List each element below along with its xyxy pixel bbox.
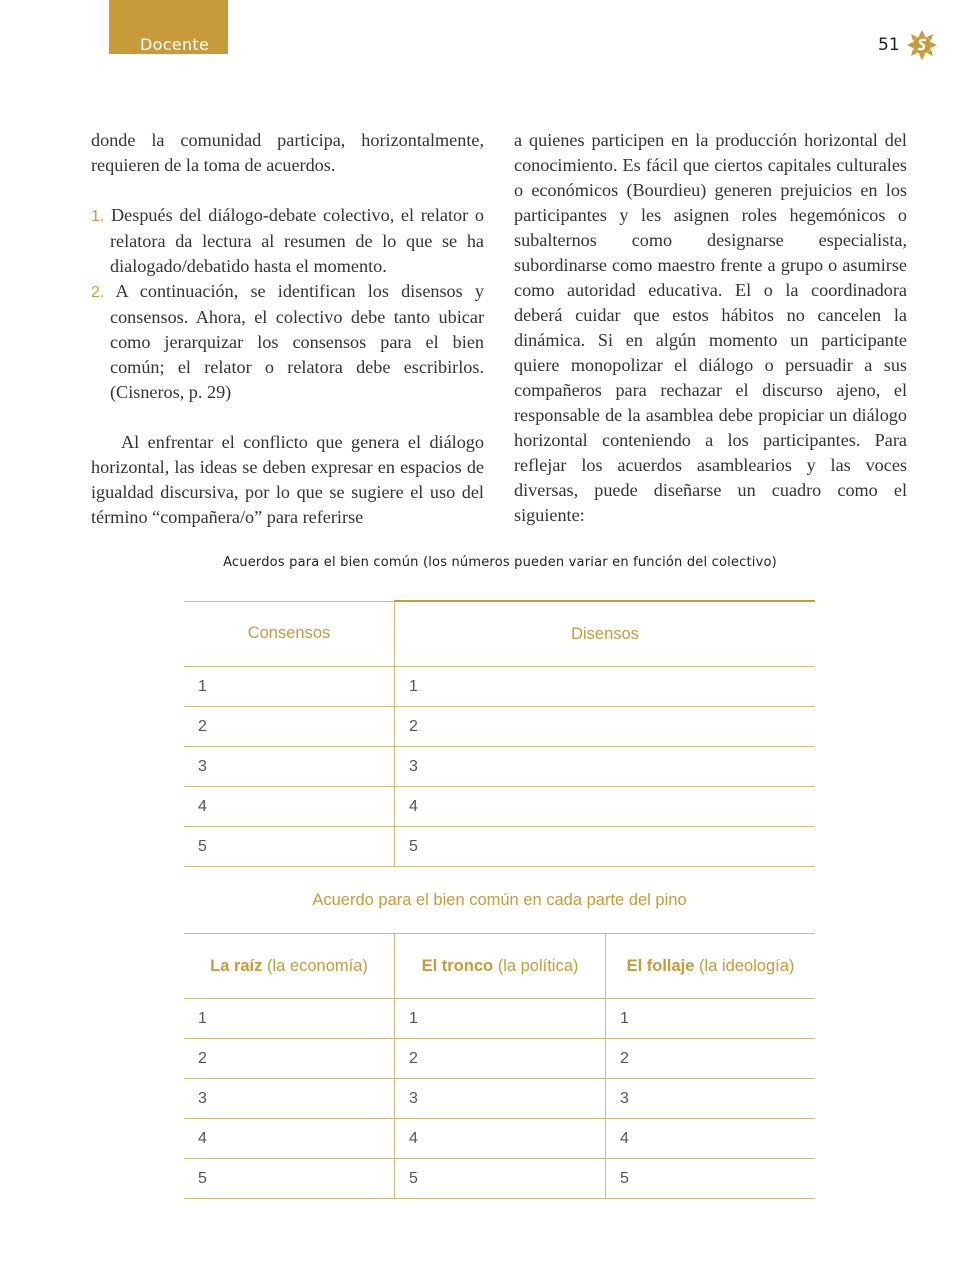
header-raiz — [184, 934, 395, 999]
table-cell: 5 — [606, 1159, 816, 1199]
list-number-1: 1. — [91, 208, 105, 225]
header-tronco-rest: (la política) — [493, 956, 579, 975]
right-text-column — [514, 128, 907, 528]
table-row — [184, 1039, 815, 1079]
table-cell: 5 — [184, 827, 395, 867]
list-number-2: 2. — [91, 284, 105, 301]
section-tab-label: Docente — [140, 35, 210, 54]
table-cell: 3 — [606, 1079, 816, 1119]
table-cell: 2 — [395, 1039, 606, 1079]
table-cell: 4 — [395, 787, 816, 827]
left-text-column — [91, 128, 484, 530]
table-cell: 2 — [184, 1039, 395, 1079]
table-row — [184, 827, 815, 867]
table1-caption: Acuerdos para el bien común (los números pueden variar en función del colectivo) — [223, 555, 777, 570]
table-cell: 1 — [395, 667, 816, 707]
header-consensos: Consensos — [184, 601, 395, 667]
table-cell: 3 — [184, 1079, 395, 1119]
table-cell: 3 — [184, 747, 395, 787]
paragraph-continuation: a quienes participen en la producción horizontal del conocimiento. Es fácil que ciertos capitales culturales o económicos (Bourdieu) generen prejuicios en los participantes y les asignen roles hegemónicos o subalternos como designarse especialista, subordinarse como maestro frente a grupo o asumirse como autoridad educativa. El o la coordinadora deberá cuidar que estos hábitos no cancelen la dinámica. Si en algún momento un participante quiere monopolizar el diálogo o persuadir a sus compañeros para rechazar el discurso ajeno, el responsable de la asamblea debe propiciar un diálogo horizontal conteniendo a los participantes. Para reflejar los acuerdos asamblearios y las voces diversas, puede diseñarse un cuadro como el siguiente: — [514, 130, 907, 525]
table-cell: 2 — [395, 707, 816, 747]
table-cell: 3 — [395, 747, 816, 787]
table2-caption: Acuerdo para el bien común en cada parte del pino — [312, 891, 687, 909]
agreements-table — [184, 600, 815, 867]
header-tronco — [395, 934, 606, 999]
table-cell: 2 — [184, 707, 395, 747]
sun-logo-icon — [906, 30, 938, 60]
table-row — [184, 1079, 815, 1119]
table-row — [184, 999, 815, 1039]
list-text-1: Después del diálogo-debate colectivo, el relator o relatora da lectura al resumen de lo que se ha dialogado/debatido hasta el momento. — [104, 205, 484, 276]
table-row — [184, 1119, 815, 1159]
table-row — [184, 1159, 815, 1199]
table-header-row — [184, 601, 815, 667]
header-disensos: Disensos — [395, 601, 816, 667]
header-follaje-bold: El follaje — [626, 956, 695, 975]
header-raiz-rest: (la economía) — [262, 956, 368, 975]
table-cell: 5 — [395, 1159, 606, 1199]
header-tronco-bold: El tronco — [421, 956, 494, 975]
table-cell: 1 — [184, 999, 395, 1039]
table-cell: 4 — [184, 1119, 395, 1159]
table-row — [184, 707, 815, 747]
table-header-row — [184, 934, 815, 999]
table-cell: 3 — [395, 1079, 606, 1119]
header-raiz-bold: La raíz — [210, 956, 263, 975]
pine-parts-table — [184, 933, 815, 1199]
header-follaje-rest: (la ideología) — [694, 956, 795, 975]
table-cell: 5 — [184, 1159, 395, 1199]
section-tab — [109, 0, 228, 54]
table-cell: 4 — [395, 1119, 606, 1159]
table-cell: 1 — [184, 667, 395, 707]
page-number: 51 — [878, 35, 900, 55]
table-cell: 5 — [395, 827, 816, 867]
table-cell: 1 — [606, 999, 816, 1039]
list-item-1 — [91, 203, 484, 279]
table-cell: 1 — [395, 999, 606, 1039]
list-item-2 — [91, 279, 484, 405]
table-cell: 2 — [606, 1039, 816, 1079]
table-cell: 4 — [606, 1119, 816, 1159]
paragraph-intro: donde la comunidad participa, horizontalmente, requieren de la toma de acuerdos. — [91, 130, 484, 175]
table-row — [184, 747, 815, 787]
header-follaje — [606, 934, 816, 999]
paragraph-conflict: Al enfrentar el conflicto que genera el diálogo horizontal, las ideas se deben expresar en espacios de igualdad discursiva, por lo que se sugiere el uso del término “compañera/o” para referirse — [91, 432, 484, 527]
list-text-2: A continuación, se identifican los disensos y consensos. Ahora, el colectivo debe tanto ubicar como jerarquizar los consensos para el bien común; el relator o relatora debe escribirlos. (Cisneros, p. 29) — [104, 281, 484, 402]
table-row — [184, 787, 815, 827]
table-cell: 4 — [184, 787, 395, 827]
table-row — [184, 667, 815, 707]
